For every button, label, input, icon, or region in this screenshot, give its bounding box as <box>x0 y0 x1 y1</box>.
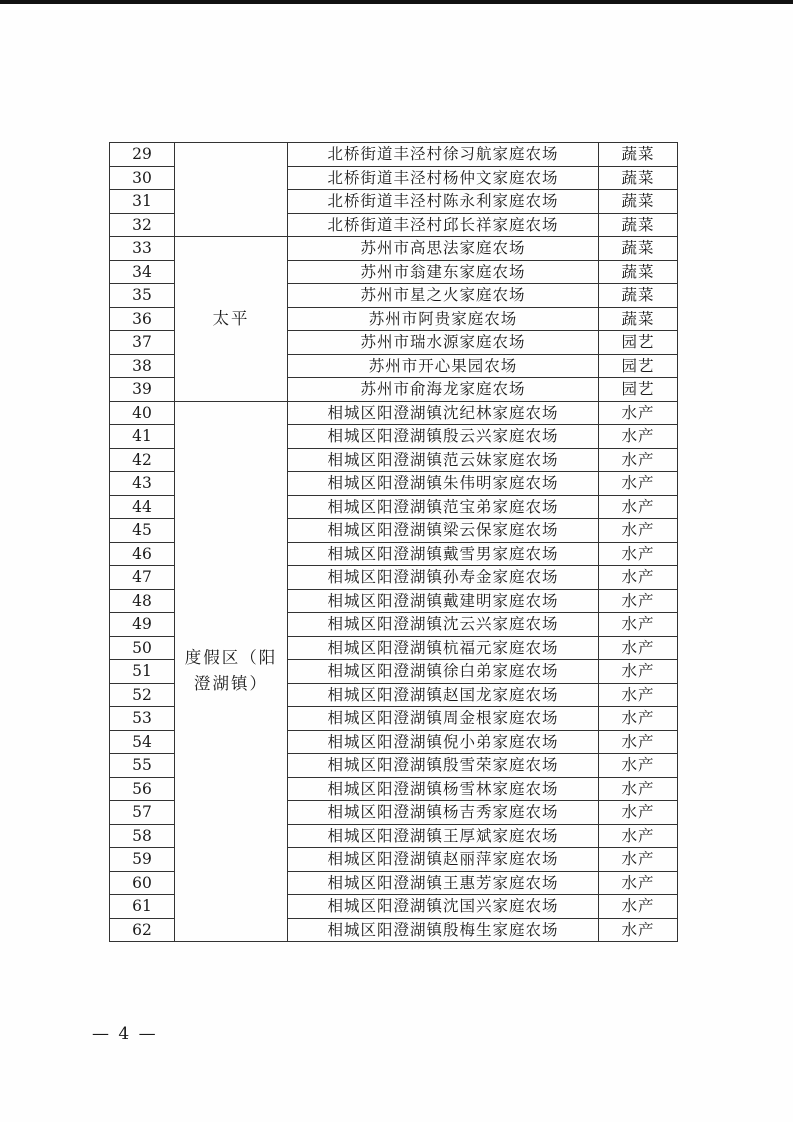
farm-name: 苏州市开心果园农场 <box>288 354 599 378</box>
farm-name: 相城区阳澄湖镇殷雪荣家庭农场 <box>288 754 599 778</box>
row-number: 46 <box>110 542 175 566</box>
farm-type: 水产 <box>599 801 678 825</box>
farm-name: 相城区阳澄湖镇梁云保家庭农场 <box>288 519 599 543</box>
farm-name: 相城区阳澄湖镇范宝弟家庭农场 <box>288 495 599 519</box>
row-number: 43 <box>110 472 175 496</box>
farm-name: 相城区阳澄湖镇戴建明家庭农场 <box>288 589 599 613</box>
farm-name: 苏州市阿贵家庭农场 <box>288 307 599 331</box>
farm-type: 蔬菜 <box>599 190 678 214</box>
row-number: 54 <box>110 730 175 754</box>
row-number: 56 <box>110 777 175 801</box>
farm-name: 相城区阳澄湖镇范云妹家庭农场 <box>288 448 599 472</box>
farm-name: 北桥街道丰泾村陈永利家庭农场 <box>288 190 599 214</box>
town-label: 度假区（阳澄湖镇） <box>184 648 278 694</box>
farm-name: 相城区阳澄湖镇沈纪林家庭农场 <box>288 401 599 425</box>
row-number: 32 <box>110 213 175 237</box>
table-body <box>110 143 678 942</box>
farm-name: 相城区阳澄湖镇杨雪林家庭农场 <box>288 777 599 801</box>
farm-type: 水产 <box>599 495 678 519</box>
row-number: 38 <box>110 354 175 378</box>
farm-type: 水产 <box>599 848 678 872</box>
farm-type: 水产 <box>599 824 678 848</box>
farm-name: 北桥街道丰泾村邱长祥家庭农场 <box>288 213 599 237</box>
farm-type: 水产 <box>599 589 678 613</box>
row-number: 36 <box>110 307 175 331</box>
farm-name: 苏州市高思法家庭农场 <box>288 237 599 261</box>
row-number: 59 <box>110 848 175 872</box>
table-row <box>110 401 678 425</box>
row-number: 50 <box>110 636 175 660</box>
farm-name: 相城区阳澄湖镇沈云兴家庭农场 <box>288 613 599 637</box>
farm-type: 园艺 <box>599 378 678 402</box>
row-number: 62 <box>110 918 175 942</box>
farm-name: 北桥街道丰泾村徐习航家庭农场 <box>288 143 599 167</box>
farm-name: 相城区阳澄湖镇王惠芳家庭农场 <box>288 871 599 895</box>
farm-type: 水产 <box>599 401 678 425</box>
row-number: 31 <box>110 190 175 214</box>
farm-name: 相城区阳澄湖镇徐白弟家庭农场 <box>288 660 599 684</box>
farm-name: 苏州市俞海龙家庭农场 <box>288 378 599 402</box>
row-number: 39 <box>110 378 175 402</box>
farm-name: 苏州市瑞水源家庭农场 <box>288 331 599 355</box>
farm-type: 水产 <box>599 895 678 919</box>
farm-type: 水产 <box>599 636 678 660</box>
farm-type: 水产 <box>599 754 678 778</box>
farm-name: 相城区阳澄湖镇杭福元家庭农场 <box>288 636 599 660</box>
farm-name: 相城区阳澄湖镇王厚斌家庭农场 <box>288 824 599 848</box>
farm-type: 水产 <box>599 472 678 496</box>
row-number: 34 <box>110 260 175 284</box>
town-cell <box>175 143 288 237</box>
farm-type: 水产 <box>599 542 678 566</box>
row-number: 45 <box>110 519 175 543</box>
row-number: 55 <box>110 754 175 778</box>
row-number: 49 <box>110 613 175 637</box>
farm-name: 相城区阳澄湖镇周金根家庭农场 <box>288 707 599 731</box>
row-number: 44 <box>110 495 175 519</box>
row-number: 47 <box>110 566 175 590</box>
farm-type: 蔬菜 <box>599 307 678 331</box>
row-number: 30 <box>110 166 175 190</box>
farm-type: 水产 <box>599 613 678 637</box>
farm-type: 蔬菜 <box>599 166 678 190</box>
row-number: 52 <box>110 683 175 707</box>
town-cell <box>175 237 288 402</box>
farm-type: 园艺 <box>599 354 678 378</box>
farm-name: 相城区阳澄湖镇倪小弟家庭农场 <box>288 730 599 754</box>
farm-type: 水产 <box>599 566 678 590</box>
farm-type: 水产 <box>599 707 678 731</box>
page-number: — 4 — <box>92 1024 158 1044</box>
farm-name: 相城区阳澄湖镇杨吉秀家庭农场 <box>288 801 599 825</box>
farm-type: 蔬菜 <box>599 213 678 237</box>
row-number: 35 <box>110 284 175 308</box>
farm-name: 北桥街道丰泾村杨仲文家庭农场 <box>288 166 599 190</box>
farm-name: 相城区阳澄湖镇戴雪男家庭农场 <box>288 542 599 566</box>
row-number: 41 <box>110 425 175 449</box>
farm-type: 水产 <box>599 519 678 543</box>
row-number: 40 <box>110 401 175 425</box>
farm-type: 园艺 <box>599 331 678 355</box>
row-number: 60 <box>110 871 175 895</box>
farm-name: 苏州市翁建东家庭农场 <box>288 260 599 284</box>
row-number: 48 <box>110 589 175 613</box>
row-number: 57 <box>110 801 175 825</box>
farm-type: 水产 <box>599 871 678 895</box>
farm-name: 苏州市星之火家庭农场 <box>288 284 599 308</box>
farm-type: 水产 <box>599 777 678 801</box>
farm-type: 蔬菜 <box>599 260 678 284</box>
row-number: 33 <box>110 237 175 261</box>
row-number: 53 <box>110 707 175 731</box>
farm-type: 水产 <box>599 683 678 707</box>
table-row <box>110 143 678 167</box>
row-number: 58 <box>110 824 175 848</box>
farm-type: 蔬菜 <box>599 143 678 167</box>
farm-type: 水产 <box>599 918 678 942</box>
farm-name: 相城区阳澄湖镇沈国兴家庭农场 <box>288 895 599 919</box>
farm-name: 相城区阳澄湖镇孙寿金家庭农场 <box>288 566 599 590</box>
farm-name: 相城区阳澄湖镇殷梅生家庭农场 <box>288 918 599 942</box>
farm-type: 蔬菜 <box>599 284 678 308</box>
row-number: 51 <box>110 660 175 684</box>
farm-type: 水产 <box>599 448 678 472</box>
farm-name: 相城区阳澄湖镇朱伟明家庭农场 <box>288 472 599 496</box>
farm-name: 相城区阳澄湖镇赵国龙家庭农场 <box>288 683 599 707</box>
row-number: 37 <box>110 331 175 355</box>
farm-type: 水产 <box>599 425 678 449</box>
farm-name: 相城区阳澄湖镇赵丽萍家庭农场 <box>288 848 599 872</box>
farm-name: 相城区阳澄湖镇殷云兴家庭农场 <box>288 425 599 449</box>
town-label: 太平 <box>212 308 250 328</box>
row-number: 29 <box>110 143 175 167</box>
row-number: 42 <box>110 448 175 472</box>
row-number: 61 <box>110 895 175 919</box>
town-cell <box>175 401 288 942</box>
table-row <box>110 237 678 261</box>
family-farm-table <box>109 142 678 942</box>
farm-type: 水产 <box>599 660 678 684</box>
farm-type: 蔬菜 <box>599 237 678 261</box>
page-top-border <box>0 0 793 4</box>
farm-type: 水产 <box>599 730 678 754</box>
